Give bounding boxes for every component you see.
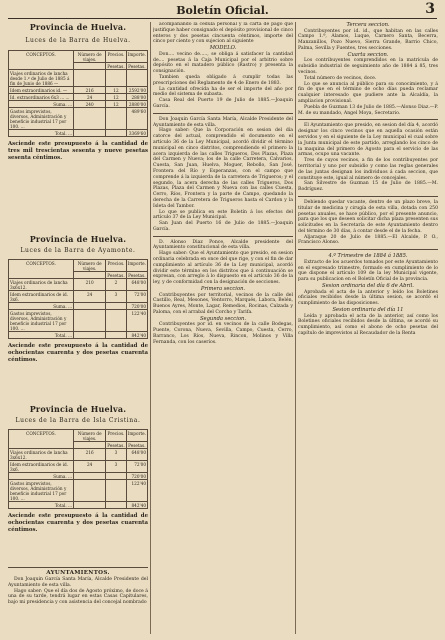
district-heading: Segunda seccion.: [199, 315, 246, 322]
column-divider: [295, 22, 296, 634]
col-header: Importe.: [126, 430, 147, 442]
session-heading: Sesion ordinaria del día 11: [332, 307, 404, 314]
col-header: Importe.: [126, 260, 147, 272]
session-heading: Sesion ordinaria del día 6 de Abril.: [322, 283, 414, 290]
province-heading: Provincia de Huelva.: [29, 234, 127, 244]
header-rule: [8, 18, 437, 19]
article-text: El Ayuntamiento que presido, en sesion del día 4, acordó designar los cinco vecinos que en aquella ocasión están servidos y en el siguiente de la Ley municipal el cual sobre la Junta municipal de este partido, arreglando los cinco de la maquina del primero de Agosto para el servicio de las armas, ocupo una vacante. Tres de cuyos vecinos, a fin de los contribuyentes por territorial y uno por subsidio y como las reglas generales de las juntas designan los individuos á cada seccion, que constituye este, igual al número de concejales. San Silvestre de Guzman 15 de Julio de 1885.—M. Rodríguez.: [298, 123, 438, 193]
article-rule: [298, 119, 438, 120]
article-text: Aprobada el acta de la anterior y leído los Boletines oficiales recibidos desde la última sesion, se acordó el cumplimiento de las disposiciones.: [298, 289, 438, 307]
article-text: acompañando la cédula personal y la carta de pago que justifique haber consignado el depósito provisional de cinco enteros y dos pesetas cincuenta céntimos, importe del cinco por ciento y con sujecion al siguiente: [153, 22, 293, 45]
budget-table: [8, 50, 148, 137]
article-text: Contribuyentes por id. en vecinos de la calle Bodegas, Puente, Corona, Nueva, Sevilla, Campo, Cuesta, Cerro, Barranco, Los Ríos, Nueva, Rincon, Molinos y Villa Fernanda, con los caseríos.: [153, 322, 293, 345]
article-text: D. Alonso Diaz Ponce, Alcalde presidente del Ayuntamiento constitucional de esta villa. Hago saber: Que el Ayuntamiento que presido, en sesion ordinaria celebrada en once del que rige, y con el fin de dar cumplimiento al artículo 36 de la Ley municipal, acordó dividir este término en los distritos que á continuación se expresan, con arreglo á lo dispuesto en el artículo 36 de la ley, y de conformidad con la designación de secciones.: [153, 239, 293, 286]
col-header: Precios.: [106, 51, 126, 63]
article-text: Los contribuyentes comprendidos en la matrícula de subsidio industrial de seguimiento año de 1884 á 85, tres vecinos. Total número de vecinos, doce. Lo que se anuncia al público para su conocimiento, y á fin de que en el término de ocho días pueda reclamar cualquier interesado que pudiere ante la Alcaldía, la ampliacion provisional. Puebla de Guzman 13 de Julio de 1885.—Alonso Diaz.—P. M. de su mandado, Angel Moya, Secretario.: [298, 58, 438, 116]
page-header: [0, 0, 445, 20]
column-3-text: [298, 22, 438, 634]
article-text: Extracto de los acuerdos tomados por este Ayuntamiento en el expresado trimestre, formado en cumplimiento de lo que dispone el artículo 109 de la ley Municipal vigente, para su publicacion en el Boletín Oficial de la provincia.: [298, 259, 438, 283]
column-divider: [150, 22, 151, 634]
table-row: Total. ... 3369'60: [9, 130, 148, 137]
article-text: Don.... vecino de....., se obliga á satisfacer la cantidad de.... pesetas á la Caja Municipal por el arbitrio sobre depósito en el matadero público (Rastro) y presenta la consignación. Tambien queda obligado á cumplir todas las prescripciones del Reglamento de 4 de Enero de 1883. La cantidad ofrecida ha de ser el importe del año por medio del sistema de subasta. Casa Real del Puerto 19 de Julio de 1885.—Joaquin García.: [153, 51, 293, 109]
table-row: Viajes ordinarios de lancha 3x6x12. 216 3 648'00: [10, 449, 146, 460]
unit-label: Pesetas.: [128, 442, 146, 448]
district-heading: Cuarta seccion.: [347, 51, 389, 58]
table-row: Gastos imprevistos, diversos, Administración y beneficio industrial 17 por 100. ... 489'60: [10, 108, 146, 129]
dateline: Puebla de Guzman 13 de Julio de 1885.—Alonso Diaz.—P. M. de su mandado, Angel Moya, Secretario.: [298, 104, 438, 116]
dateline: San Juan del Puerto 16 de Julio de 1885.—Joaquin García.: [153, 221, 293, 232]
page-number: 3: [425, 1, 435, 17]
unit-label: Pesetas.: [107, 272, 125, 278]
col-header: CONCEPTOS.: [9, 260, 74, 279]
table-row: Total. ... 842'40: [9, 332, 148, 339]
article-rule: [298, 196, 438, 197]
table-row: Suma. ... 720'00: [9, 473, 148, 480]
col-header: CONCEPTOS.: [9, 430, 74, 449]
col-header: Número de viajes.: [74, 260, 106, 272]
table-row: Suma. ... 720'00: [9, 303, 148, 310]
lights-subtitle: Luces de la Barra de Isla Cristina.: [15, 417, 141, 424]
table-row: Suma. ... 240 12 2880'00: [9, 101, 148, 108]
section-heading: AYUNTAMIENTOS.: [46, 570, 110, 576]
unit-label: Pesetas.: [107, 442, 125, 448]
table-row: Viajes ordinarios de lancha desde 1.º de Julio de 1885 á fin de Junio de 1886 —: [9, 70, 148, 87]
province-heading: Provincia de Huelva.: [29, 22, 127, 32]
col-header: Importe.: [126, 51, 147, 63]
model-heading: MODELO.: [209, 45, 237, 52]
dateline: Casa Real del Puerto 19 de Julio de 1885.—Joaquin García.: [153, 98, 293, 109]
table-row: Idem extraordinarios de id. 3x6. 24 3 72'00: [10, 291, 146, 302]
dateline: San Silvestre de Guzman 15 de Julio de 1885.—M. Rodríguez.: [298, 181, 438, 193]
article-text: Don Joaquin García Santa María, Alcalde Presidente del Ayuntamiento de esta villa. Hago saber: Que la Corporación en sesion del día catorce del actual, comprendido el documento en el artículo 36 de la Ley Municipal, acordó dividir el término municipal en cinco distritos, comprendiendo el primero la acera izquierda de las calles Trigueros, Dos Plazas, Plaza del Carmen y Nueva; los de la calle Carretera, Calvarios, Cuesta, San Juan, Huelva, Moguer, Rebollo, San José, Frontera del Río y Esperanzas, con el campo que comprende á la izquierda de la carretera de Trigueros; y el segundo, la acera derecha de las calles Trigueros, Dos Plazas, Plaza del Carmen y Nueva con las calles Cuesta, Cerro, Ríos, Frontera y la parte de Campo, quedando la derecha de la Carretera de Trigueros hasta el Cardon y la Isleta del Tambor. Lo que se publica en este Boletín á los efectos del artículo 37 de la Ley Municipal. San Juan del Puerto 16 de Julio de 1885.—Joaquin García.: [153, 116, 293, 232]
table-row: Gastos imprevistos, diversos, Administración y beneficio industrial 17 por 100. ... 122'40: [10, 480, 146, 501]
article-rule: [153, 236, 293, 237]
page-title: Boletín Oficial.: [176, 4, 269, 17]
lights-subtitle: Luces de la Barra de Huelva.: [25, 37, 131, 44]
unit-label: Pesetas.: [128, 272, 146, 278]
budget-huelva: [8, 22, 148, 234]
budget-ayamonte: [8, 234, 148, 404]
column-1: [8, 22, 148, 634]
table-row: Idem extraordinarios id. — 216 12 2592'00: [10, 87, 146, 93]
unit-label: Pesetas.: [107, 63, 125, 69]
district-heading: Primera seccion.: [200, 286, 246, 293]
article-text: Contribuyentes por id. id., que habitan en las calles Campo 1.ª, Alamos, Luque, Carnero Santa, Becerra, Manzanillos, Pozo Nuevo, Sierra Grande, Barrio Chico, Palma, Sevilla y Fuentes, tres secciones.: [298, 28, 438, 51]
col-header: Número de viajes.: [74, 430, 106, 442]
ayuntamientos-section: [8, 570, 148, 634]
article-text: Contribuyentes por territorial, vecinos de la calle del Castillo, Real, Mesones, Ventorro, Marqués, Labora, Belén, Buenos Ayres, Monte, Lagar, Remedios, Rocinas, Calzada y Paloma, con el arrabal del Corcho y Tarifa.: [153, 292, 293, 316]
article-rule: [153, 113, 293, 114]
column-2-text: [153, 22, 293, 634]
table-row: Viajes ordinarios de lancha 3x6x12. 210 2 648'00: [10, 279, 146, 290]
table-row: Idem extraordinarios de id. 3x6. 24 3 72'00: [10, 461, 146, 472]
budget-table: [8, 429, 148, 509]
col-header: CONCEPTOS.: [9, 51, 74, 70]
province-heading: Provincia de Huelva.: [29, 404, 127, 414]
article-text: Debiendo quedar vacante, dentro de un plazo breve, la titular de medicina y cirugía de esta villa, dotada con 250 pesetas anuales, se hace público, por el presente anuncio, para que los que deseen solicitar dicha plaza presenten sus solicitudes en la Secretaría de este Ayuntamiento dentro del término de 30 días, á contar desde el de la fecha. Aljaraque 20 de Julio de 1885.—El Alcalde, P. O., Francisco Alonso.: [298, 199, 438, 246]
lights-subtitle: Luces de la Barra de Ayamonte.: [20, 247, 136, 254]
budget-isla-cristina: [8, 404, 148, 564]
table-row: Gastos imprevistos, diversos, Administración y beneficio industrial 17 por 100. ... 122'40: [10, 310, 146, 331]
unit-label: Pesetas.: [128, 63, 146, 69]
district-heading: Tercera seccion.: [346, 22, 390, 28]
column-3: [298, 22, 438, 634]
budget-table: [8, 259, 148, 339]
table-row: Id. extraordinarios 6x3 ... ... 24 12 288'00: [10, 94, 146, 100]
col-header: Precios.: [106, 430, 126, 442]
article-text: Leída y aprobada el acta de la anterior, así como los Boletines oficiales recibidos desde la última, se acordó su cumplimiento, así como el abono de ocho pesetas del capítulo de imprevistos al Recaudador de la Renta: [298, 313, 438, 337]
col-header: Precios.: [106, 260, 126, 272]
table-row: Total. ... 842'40: [9, 502, 148, 509]
budget-summary: Asciende este presupuesto á la cantidad de ochocientas cuarenta y dos pesetas cuarenta céntimos.: [8, 513, 148, 533]
quarter-heading: 4.º Trimestre de 1884 á 1885.: [328, 253, 408, 260]
article-text: Don Joaquin García Santa María, Alcalde Presidente del Ayuntamiento de esta villa. Hago saber: Que el día dos de Agosto próximo, de doce á una de su tarde, tendrá lugar en estas Casas Capitulares, bajo mi presidencia y con asistencia del concejal nombrado: [8, 577, 148, 606]
budget-summary: Asciende este presupuesto á la cantidad de tres mil trescientas sesenta y nueve pesetas sesenta céntimos.: [8, 141, 148, 161]
dateline: Aljaraque 20 de Julio de 1885.—El Alcalde, P. O., Francisco Alonso.: [298, 234, 438, 246]
section-rule: [8, 567, 148, 568]
col-header: Número de viajes.: [74, 51, 106, 63]
column-2: [153, 22, 293, 634]
budget-summary: Asciende este presupuesto á la cantidad de ochocientas cuarenta y dos pesetas cuarenta céntimos.: [8, 343, 148, 363]
article-rule: [298, 249, 438, 250]
